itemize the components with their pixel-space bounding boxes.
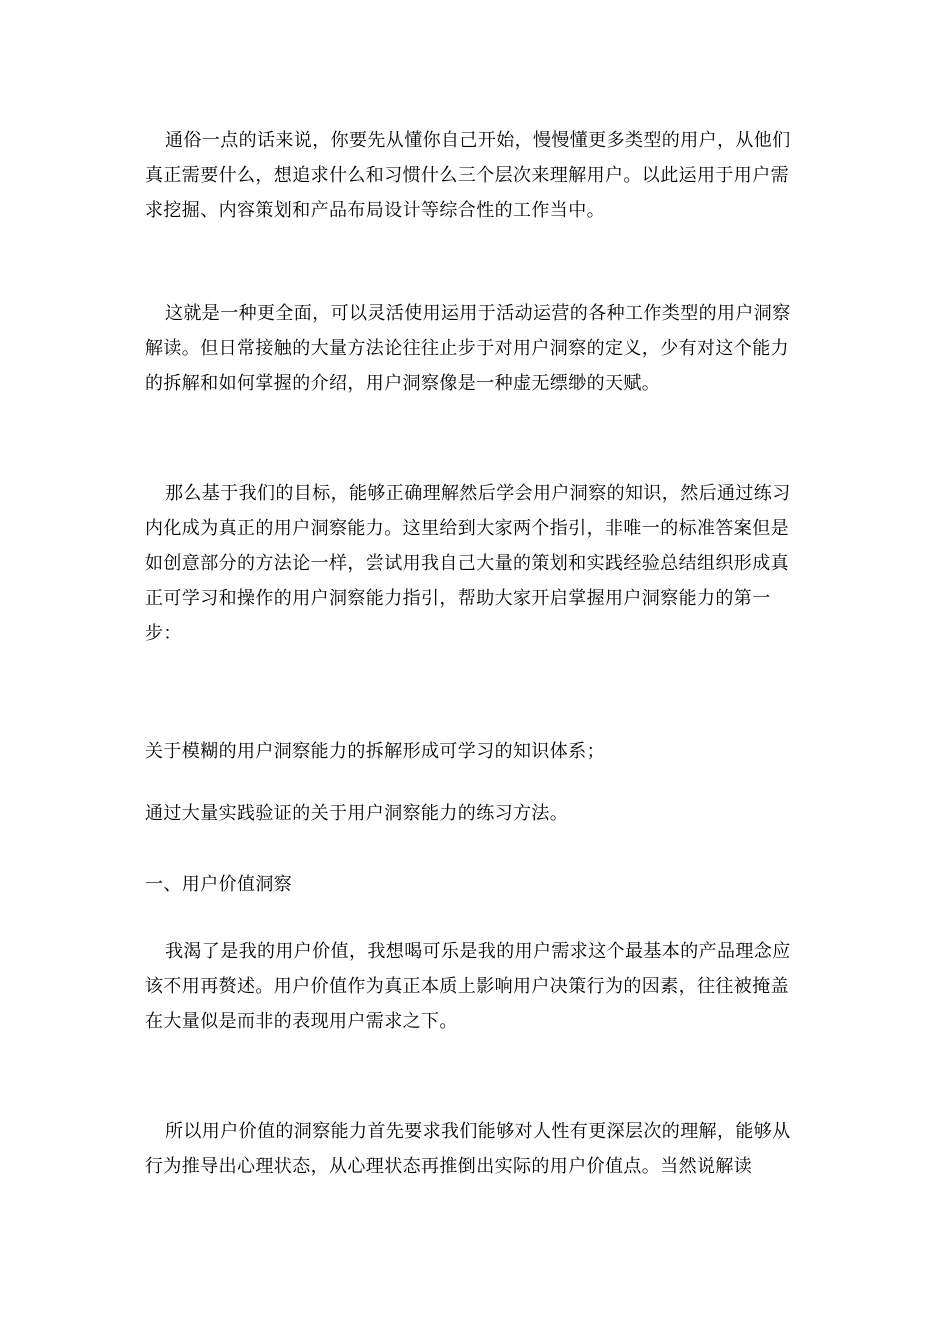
- list-item-2: 通过大量实践验证的关于用户洞察能力的练习方法。: [145, 803, 569, 824]
- section-paragraph-1: 我渴了是我的用户价值，我想喝可乐是我的用户需求这个最基本的产品理念应该不用再赘述。用户价值作为真正本质上影响用户决策行为的因素，往往被掩盖在大量似是而非的表现用户需求之下。: [145, 941, 791, 1032]
- paragraph-1: 通俗一点的话来说，你要先从懂你自己开始，慢慢懂更多类型的用户，从他们真正需要什么，想追求什么和习惯什么三个层次来理解用户。以此运用于用户需求挖掘、内容策划和产品布局设计等综合性的工作当中。: [145, 130, 791, 221]
- section-heading: 一、用户价值洞察: [145, 874, 293, 895]
- section-paragraph-2: 所以用户价值的洞察能力首先要求我们能够对人性有更深层次的理解，能够从行为推导出心理状态，从心理状态再推倒出实际的用户价值点。当然说解读: [145, 1121, 791, 1177]
- paragraph-2: 这就是一种更全面，可以灵活使用运用于活动运营的各种工作类型的用户洞察解读。但日常接触的大量方法论往往止步于对用户洞察的定义，少有对这个能力的拆解和如何掌握的介绍，用户洞察像是一种虚无缥缈的天赋。: [145, 303, 791, 394]
- list-item-1: 关于模糊的用户洞察能力的拆解形成可学习的知识体系；: [145, 741, 605, 762]
- paragraph-3: 那么基于我们的目标，能够正确理解然后学会用户洞察的知识，然后通过练习内化成为真正的用户洞察能力。这里给到大家两个指引，非唯一的标准答案但是如创意部分的方法论一样，尝试用我自己大量的策划和实践经验总结组织形成真正可学习和操作的用户洞察能力指引，帮助大家开启掌握用户洞察能力的第一步：: [145, 483, 791, 644]
